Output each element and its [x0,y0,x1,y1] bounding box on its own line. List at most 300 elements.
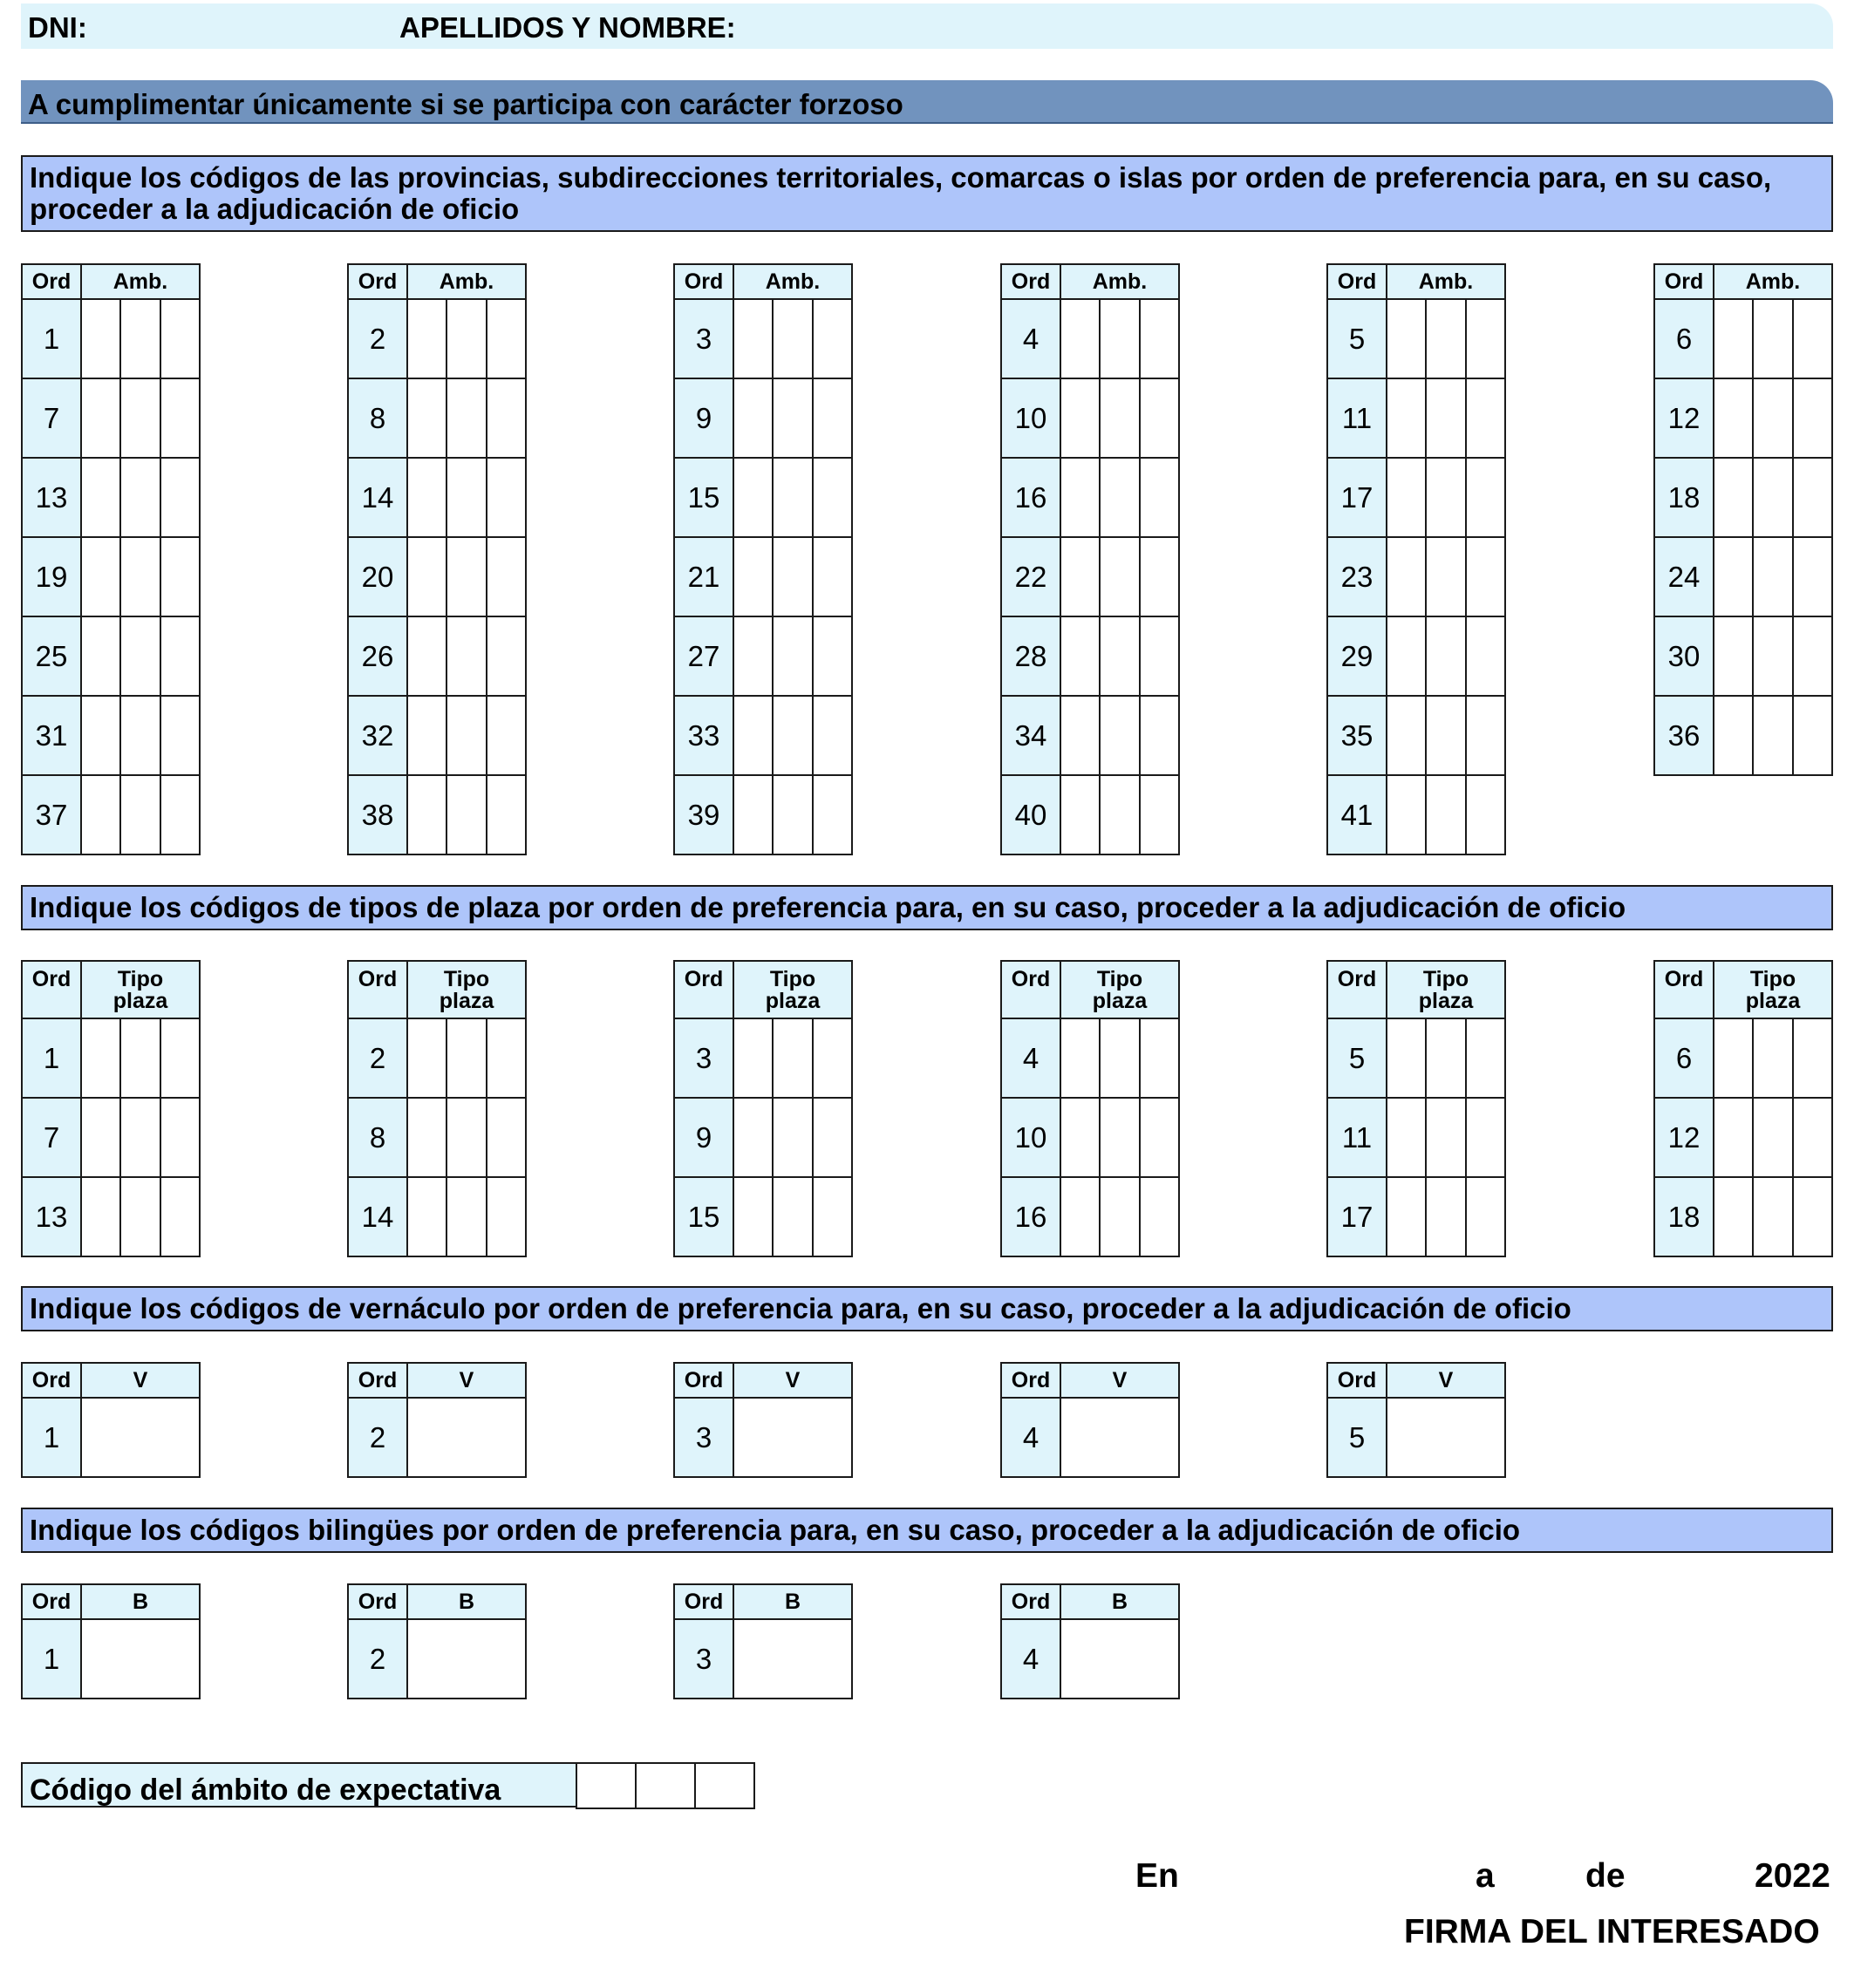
code-digit-box-1[interactable] [1714,1018,1753,1098]
ord-header: Ord [22,264,81,299]
order-number: 4 [1001,1398,1060,1477]
order-number: 5 [1327,1398,1387,1477]
code-digit-box-1[interactable] [407,299,446,378]
code-digit-box-1[interactable] [1060,1018,1100,1098]
order-number: 33 [674,696,733,775]
code-digit-box-3[interactable] [160,1098,200,1177]
table-row [1654,299,1832,378]
code-digit-box-3[interactable] [487,1177,526,1256]
table-row [22,537,200,616]
code-digit-box-2[interactable] [1753,696,1792,775]
order-number: 31 [22,696,81,775]
code-digit-box-2[interactable] [1100,696,1139,775]
code-header-line-1: Tipo [1096,967,1143,991]
code-header: V [81,1363,200,1398]
table-row [348,537,526,616]
code-digit-box-1[interactable] [1060,299,1100,378]
code-digit-box-3[interactable] [1793,696,1832,775]
code-digit-box-1[interactable] [407,775,446,854]
order-number: 11 [1327,378,1387,458]
table-row [348,775,526,854]
code-digit-box-3[interactable] [160,1177,200,1256]
order-number: 14 [348,1177,407,1256]
code-digit-box-1[interactable] [81,616,120,696]
code-digit-box-3[interactable] [487,1098,526,1177]
code-digit-box-2[interactable] [1753,1018,1792,1098]
order-number: 12 [1654,378,1714,458]
order-number: 20 [348,537,407,616]
code-digit-box-2[interactable] [1426,616,1465,696]
code-digit-box-2[interactable] [1100,458,1139,537]
code-digit-box-1[interactable] [1387,1177,1426,1256]
order-number: 3 [674,299,733,378]
table-row [1327,299,1505,378]
code-digit-box-1[interactable] [733,537,773,616]
code-digit-box-3[interactable] [1793,1018,1832,1098]
order-number: 11 [1327,1098,1387,1177]
footer-year: 2022 [1755,1857,1830,1895]
code-header-line-1: Tipo [117,967,164,991]
code-box[interactable] [733,1398,852,1477]
ord-header: Ord [674,264,733,299]
code-digit-box-1[interactable] [407,458,446,537]
code-digit-box-3[interactable] [1466,458,1505,537]
table-row [22,1098,200,1177]
code-header [81,961,200,1018]
code-digit-box-2[interactable] [773,378,812,458]
code-digit-box-1[interactable] [733,696,773,775]
code-digit-box-2[interactable] [446,616,486,696]
order-number: 16 [1001,458,1060,537]
code-digit-box-2[interactable] [120,299,160,378]
tipos-plaza-grid-6 [1653,960,1833,1257]
table-row [22,616,200,696]
code-digit-box-3[interactable] [813,378,852,458]
order-number: 25 [22,616,81,696]
table-row [674,458,852,537]
code-digit-box-3[interactable] [487,1018,526,1098]
code-digit-box-1[interactable] [1060,696,1100,775]
ord-header: Ord [1327,264,1387,299]
ord-header: Ord [348,1363,407,1398]
ord-header: Ord [674,1584,733,1619]
code-digit-box-1[interactable] [407,616,446,696]
table-row [1001,537,1179,616]
code-digit-box-1[interactable] [733,1018,773,1098]
code-digit-box-3[interactable] [487,696,526,775]
order-number: 5 [1327,1018,1387,1098]
code-digit-box-2[interactable] [1426,378,1465,458]
code-digit-box-3[interactable] [487,537,526,616]
code-digit-box-3[interactable] [160,378,200,458]
order-number: 4 [1001,299,1060,378]
order-number: 18 [1654,1177,1714,1256]
code-digit-box-2[interactable] [1753,378,1792,458]
code-digit-box-2[interactable] [773,1177,812,1256]
code-digit-box-1[interactable] [1714,616,1753,696]
code-digit-box-2[interactable] [120,775,160,854]
ambito-expectativa-boxes [576,1762,755,1809]
code-digit-box-3[interactable] [1466,378,1505,458]
code-box[interactable] [407,1398,526,1477]
code-header-line-1: Tipo [769,967,816,991]
code-box[interactable] [81,1398,200,1477]
code-digit-box-3[interactable] [1793,616,1832,696]
code-digit-box-1[interactable] [1714,1177,1753,1256]
code-box[interactable] [81,1619,200,1699]
order-number: 2 [348,1398,407,1477]
code-digit-box-1[interactable] [407,1177,446,1256]
code-digit-box-3[interactable] [813,775,852,854]
code-box[interactable] [733,1619,852,1699]
order-number: 27 [674,616,733,696]
code-digit-box-1[interactable] [81,537,120,616]
ambito-code-box-2[interactable] [636,1763,695,1808]
code-box[interactable] [1387,1398,1505,1477]
ambito-expectativa-label: Código del ámbito de expectativa [21,1762,577,1808]
code-digit-box-3[interactable] [160,537,200,616]
provincias-grid-3 [673,263,853,855]
tipos-plaza-grid-5 [1326,960,1506,1257]
order-number: 13 [22,1177,81,1256]
code-digit-box-2[interactable] [120,616,160,696]
code-digit-box-3[interactable] [1793,1098,1832,1177]
code-digit-box-1[interactable] [733,299,773,378]
ambito-code-box-3[interactable] [695,1763,754,1808]
code-digit-box-3[interactable] [160,299,200,378]
table-row [348,1619,526,1699]
code-digit-box-2[interactable] [120,378,160,458]
table-row [1001,299,1179,378]
code-digit-box-1[interactable] [733,775,773,854]
code-box[interactable] [407,1619,526,1699]
order-number: 9 [674,1098,733,1177]
code-digit-box-1[interactable] [1387,378,1426,458]
code-digit-box-1[interactable] [733,378,773,458]
code-digit-box-1[interactable] [1060,378,1100,458]
code-digit-box-3[interactable] [1140,378,1179,458]
ord-header: Ord [674,1363,733,1398]
order-number: 29 [1327,616,1387,696]
code-digit-box-2[interactable] [1100,537,1139,616]
code-digit-box-2[interactable] [120,537,160,616]
table-row [1327,1177,1505,1256]
ord-header: Ord [22,1584,81,1619]
provincias-grid-5 [1326,263,1506,855]
table-row [348,1098,526,1177]
code-digit-box-2[interactable] [446,537,486,616]
code-digit-box-1[interactable] [1060,537,1100,616]
order-number: 19 [22,537,81,616]
order-number: 6 [1654,299,1714,378]
code-digit-box-3[interactable] [487,458,526,537]
vernaculo-grid-3 [673,1362,853,1478]
ord-header: Ord [1327,961,1387,1018]
ord-header: Ord [674,961,733,1018]
code-digit-box-2[interactable] [1426,1098,1465,1177]
table-row [22,775,200,854]
code-digit-box-3[interactable] [1466,696,1505,775]
order-number: 6 [1654,1018,1714,1098]
code-digit-box-1[interactable] [733,1177,773,1256]
code-digit-box-2[interactable] [120,1177,160,1256]
code-digit-box-1[interactable] [407,537,446,616]
code-digit-box-1[interactable] [1714,378,1753,458]
code-digit-box-2[interactable] [1100,1098,1139,1177]
code-header: V [1387,1363,1505,1398]
table-row [1327,378,1505,458]
code-digit-box-3[interactable] [1466,775,1505,854]
code-digit-box-2[interactable] [120,458,160,537]
code-digit-box-1[interactable] [1387,537,1426,616]
code-box[interactable] [1060,1398,1179,1477]
provincias-grid-2 [347,263,527,855]
code-digit-box-3[interactable] [160,775,200,854]
code-digit-box-1[interactable] [81,458,120,537]
order-number: 2 [348,1619,407,1699]
code-digit-box-3[interactable] [813,1177,852,1256]
code-digit-box-2[interactable] [1426,458,1465,537]
code-digit-box-3[interactable] [1140,458,1179,537]
table-row [1327,696,1505,775]
code-digit-box-2[interactable] [1753,616,1792,696]
ord-header: Ord [348,961,407,1018]
code-digit-box-3[interactable] [1140,775,1179,854]
code-digit-box-2[interactable] [1100,616,1139,696]
table-row [1327,537,1505,616]
code-digit-box-3[interactable] [813,458,852,537]
code-digit-box-1[interactable] [733,458,773,537]
provincias-grid-6 [1653,263,1833,776]
code-header-line-1: Tipo [443,967,490,991]
code-digit-box-3[interactable] [1140,696,1179,775]
code-header [1060,961,1179,1018]
code-digit-box-2[interactable] [446,299,486,378]
code-header: Amb. [81,264,200,299]
code-digit-box-1[interactable] [1714,696,1753,775]
code-digit-box-2[interactable] [773,696,812,775]
order-number: 3 [674,1619,733,1699]
order-number: 39 [674,775,733,854]
code-digit-box-2[interactable] [1753,537,1792,616]
code-digit-box-3[interactable] [160,696,200,775]
code-digit-box-2[interactable] [120,1098,160,1177]
ord-header: Ord [1654,961,1714,1018]
code-digit-box-2[interactable] [773,299,812,378]
code-box[interactable] [1060,1619,1179,1699]
order-number: 1 [22,299,81,378]
code-digit-box-2[interactable] [1426,775,1465,854]
code-digit-box-2[interactable] [773,616,812,696]
code-header [733,961,852,1018]
code-digit-box-1[interactable] [1060,458,1100,537]
code-digit-box-3[interactable] [1793,299,1832,378]
code-digit-box-1[interactable] [1387,299,1426,378]
code-digit-box-2[interactable] [1426,1018,1465,1098]
code-digit-box-2[interactable] [120,1018,160,1098]
code-digit-box-2[interactable] [446,696,486,775]
code-header [1714,961,1832,1018]
code-digit-box-1[interactable] [1060,616,1100,696]
code-digit-box-1[interactable] [733,616,773,696]
table-row [22,1619,200,1699]
code-digit-box-1[interactable] [1387,1098,1426,1177]
code-digit-box-2[interactable] [1753,1098,1792,1177]
code-digit-box-3[interactable] [1140,1018,1179,1098]
code-digit-box-1[interactable] [1387,458,1426,537]
code-digit-box-2[interactable] [1100,378,1139,458]
code-digit-box-2[interactable] [1753,299,1792,378]
table-row [348,1177,526,1256]
code-digit-box-2[interactable] [1100,775,1139,854]
code-digit-box-3[interactable] [1140,1177,1179,1256]
table-row [674,1398,852,1477]
code-digit-box-2[interactable] [1753,1177,1792,1256]
code-digit-box-3[interactable] [1466,537,1505,616]
table-row [1001,458,1179,537]
code-digit-box-3[interactable] [160,1018,200,1098]
code-digit-box-2[interactable] [1753,458,1792,537]
order-number: 1 [22,1398,81,1477]
code-header: B [81,1584,200,1619]
code-digit-box-3[interactable] [813,1098,852,1177]
code-digit-box-3[interactable] [813,616,852,696]
code-digit-box-3[interactable] [1140,299,1179,378]
code-digit-box-3[interactable] [813,1018,852,1098]
code-digit-box-3[interactable] [1466,1098,1505,1177]
code-digit-box-2[interactable] [446,775,486,854]
table-row [674,378,852,458]
order-number: 7 [22,378,81,458]
ambito-code-box-1[interactable] [576,1763,636,1808]
order-number: 30 [1654,616,1714,696]
code-digit-box-1[interactable] [81,1177,120,1256]
code-digit-box-1[interactable] [1387,616,1426,696]
code-digit-box-3[interactable] [1793,1177,1832,1256]
code-digit-box-2[interactable] [1426,537,1465,616]
footer-a-label: a [1476,1857,1495,1895]
code-digit-box-3[interactable] [487,616,526,696]
order-number: 16 [1001,1177,1060,1256]
code-header-line-2: plaza [112,989,168,1013]
code-digit-box-1[interactable] [1387,775,1426,854]
code-digit-box-3[interactable] [160,616,200,696]
ord-header: Ord [1327,1363,1387,1398]
code-digit-box-3[interactable] [1466,1177,1505,1256]
code-digit-box-1[interactable] [1714,1098,1753,1177]
code-digit-box-3[interactable] [1466,299,1505,378]
dni-label: DNI: [28,11,87,44]
code-digit-box-3[interactable] [1140,537,1179,616]
footer-en-label: En [1135,1857,1179,1895]
code-digit-box-2[interactable] [1426,1177,1465,1256]
code-digit-box-1[interactable] [407,1098,446,1177]
code-digit-box-3[interactable] [1140,616,1179,696]
code-digit-box-1[interactable] [81,1098,120,1177]
code-digit-box-1[interactable] [1387,696,1426,775]
code-digit-box-1[interactable] [1060,1098,1100,1177]
code-digit-box-1[interactable] [81,696,120,775]
code-digit-box-1[interactable] [407,378,446,458]
code-digit-box-3[interactable] [1466,616,1505,696]
ord-header: Ord [1001,264,1060,299]
code-digit-box-2[interactable] [773,537,812,616]
table-row [22,1018,200,1098]
code-digit-box-3[interactable] [487,775,526,854]
code-digit-box-3[interactable] [1793,378,1832,458]
code-header-line-2: plaza [1745,989,1801,1013]
code-digit-box-3[interactable] [1466,1018,1505,1098]
code-digit-box-1[interactable] [407,1018,446,1098]
order-number: 38 [348,775,407,854]
code-digit-box-2[interactable] [446,378,486,458]
code-digit-box-3[interactable] [813,299,852,378]
code-digit-box-3[interactable] [160,458,200,537]
code-digit-box-3[interactable] [487,299,526,378]
code-digit-box-2[interactable] [446,1018,486,1098]
table-row [348,299,526,378]
code-digit-box-3[interactable] [813,696,852,775]
code-digit-box-1[interactable] [1714,299,1753,378]
code-digit-box-2[interactable] [1426,696,1465,775]
code-digit-box-2[interactable] [773,775,812,854]
code-digit-box-3[interactable] [1793,458,1832,537]
code-digit-box-3[interactable] [813,537,852,616]
code-digit-box-1[interactable] [81,775,120,854]
table-row [1654,458,1832,537]
code-digit-box-1[interactable] [1714,537,1753,616]
code-digit-box-2[interactable] [1100,1018,1139,1098]
vernaculo-grid-5 [1326,1362,1506,1478]
code-digit-box-2[interactable] [446,1098,486,1177]
ord-header: Ord [22,961,81,1018]
code-digit-box-3[interactable] [487,378,526,458]
code-digit-box-2[interactable] [446,1177,486,1256]
code-digit-box-2[interactable] [773,1098,812,1177]
order-number: 10 [1001,378,1060,458]
order-number: 1 [22,1619,81,1699]
vernaculo-grid-1 [21,1362,201,1478]
code-digit-box-2[interactable] [773,458,812,537]
code-digit-box-1[interactable] [1060,775,1100,854]
code-digit-box-2[interactable] [446,458,486,537]
code-digit-box-2[interactable] [120,696,160,775]
order-number: 17 [1327,458,1387,537]
code-header: B [733,1584,852,1619]
code-digit-box-1[interactable] [81,299,120,378]
order-number: 35 [1327,696,1387,775]
code-digit-box-1[interactable] [1060,1177,1100,1256]
code-digit-box-2[interactable] [1100,299,1139,378]
code-digit-box-2[interactable] [1100,1177,1139,1256]
table-row [22,458,200,537]
code-digit-box-3[interactable] [1793,537,1832,616]
table-row [674,1098,852,1177]
code-digit-box-1[interactable] [733,1098,773,1177]
code-digit-box-2[interactable] [773,1018,812,1098]
code-digit-box-1[interactable] [81,1018,120,1098]
code-digit-box-3[interactable] [1140,1098,1179,1177]
code-digit-box-1[interactable] [81,378,120,458]
order-number: 3 [674,1018,733,1098]
code-digit-box-2[interactable] [1426,299,1465,378]
code-header: V [407,1363,526,1398]
code-digit-box-1[interactable] [407,696,446,775]
table-row [1654,616,1832,696]
code-digit-box-1[interactable] [1714,458,1753,537]
code-digit-box-1[interactable] [1387,1018,1426,1098]
bilingues-section-title: Indique los códigos bilingües por orden de preferencia para, en su caso, proceder a la adjudicación de oficio [21,1508,1833,1553]
